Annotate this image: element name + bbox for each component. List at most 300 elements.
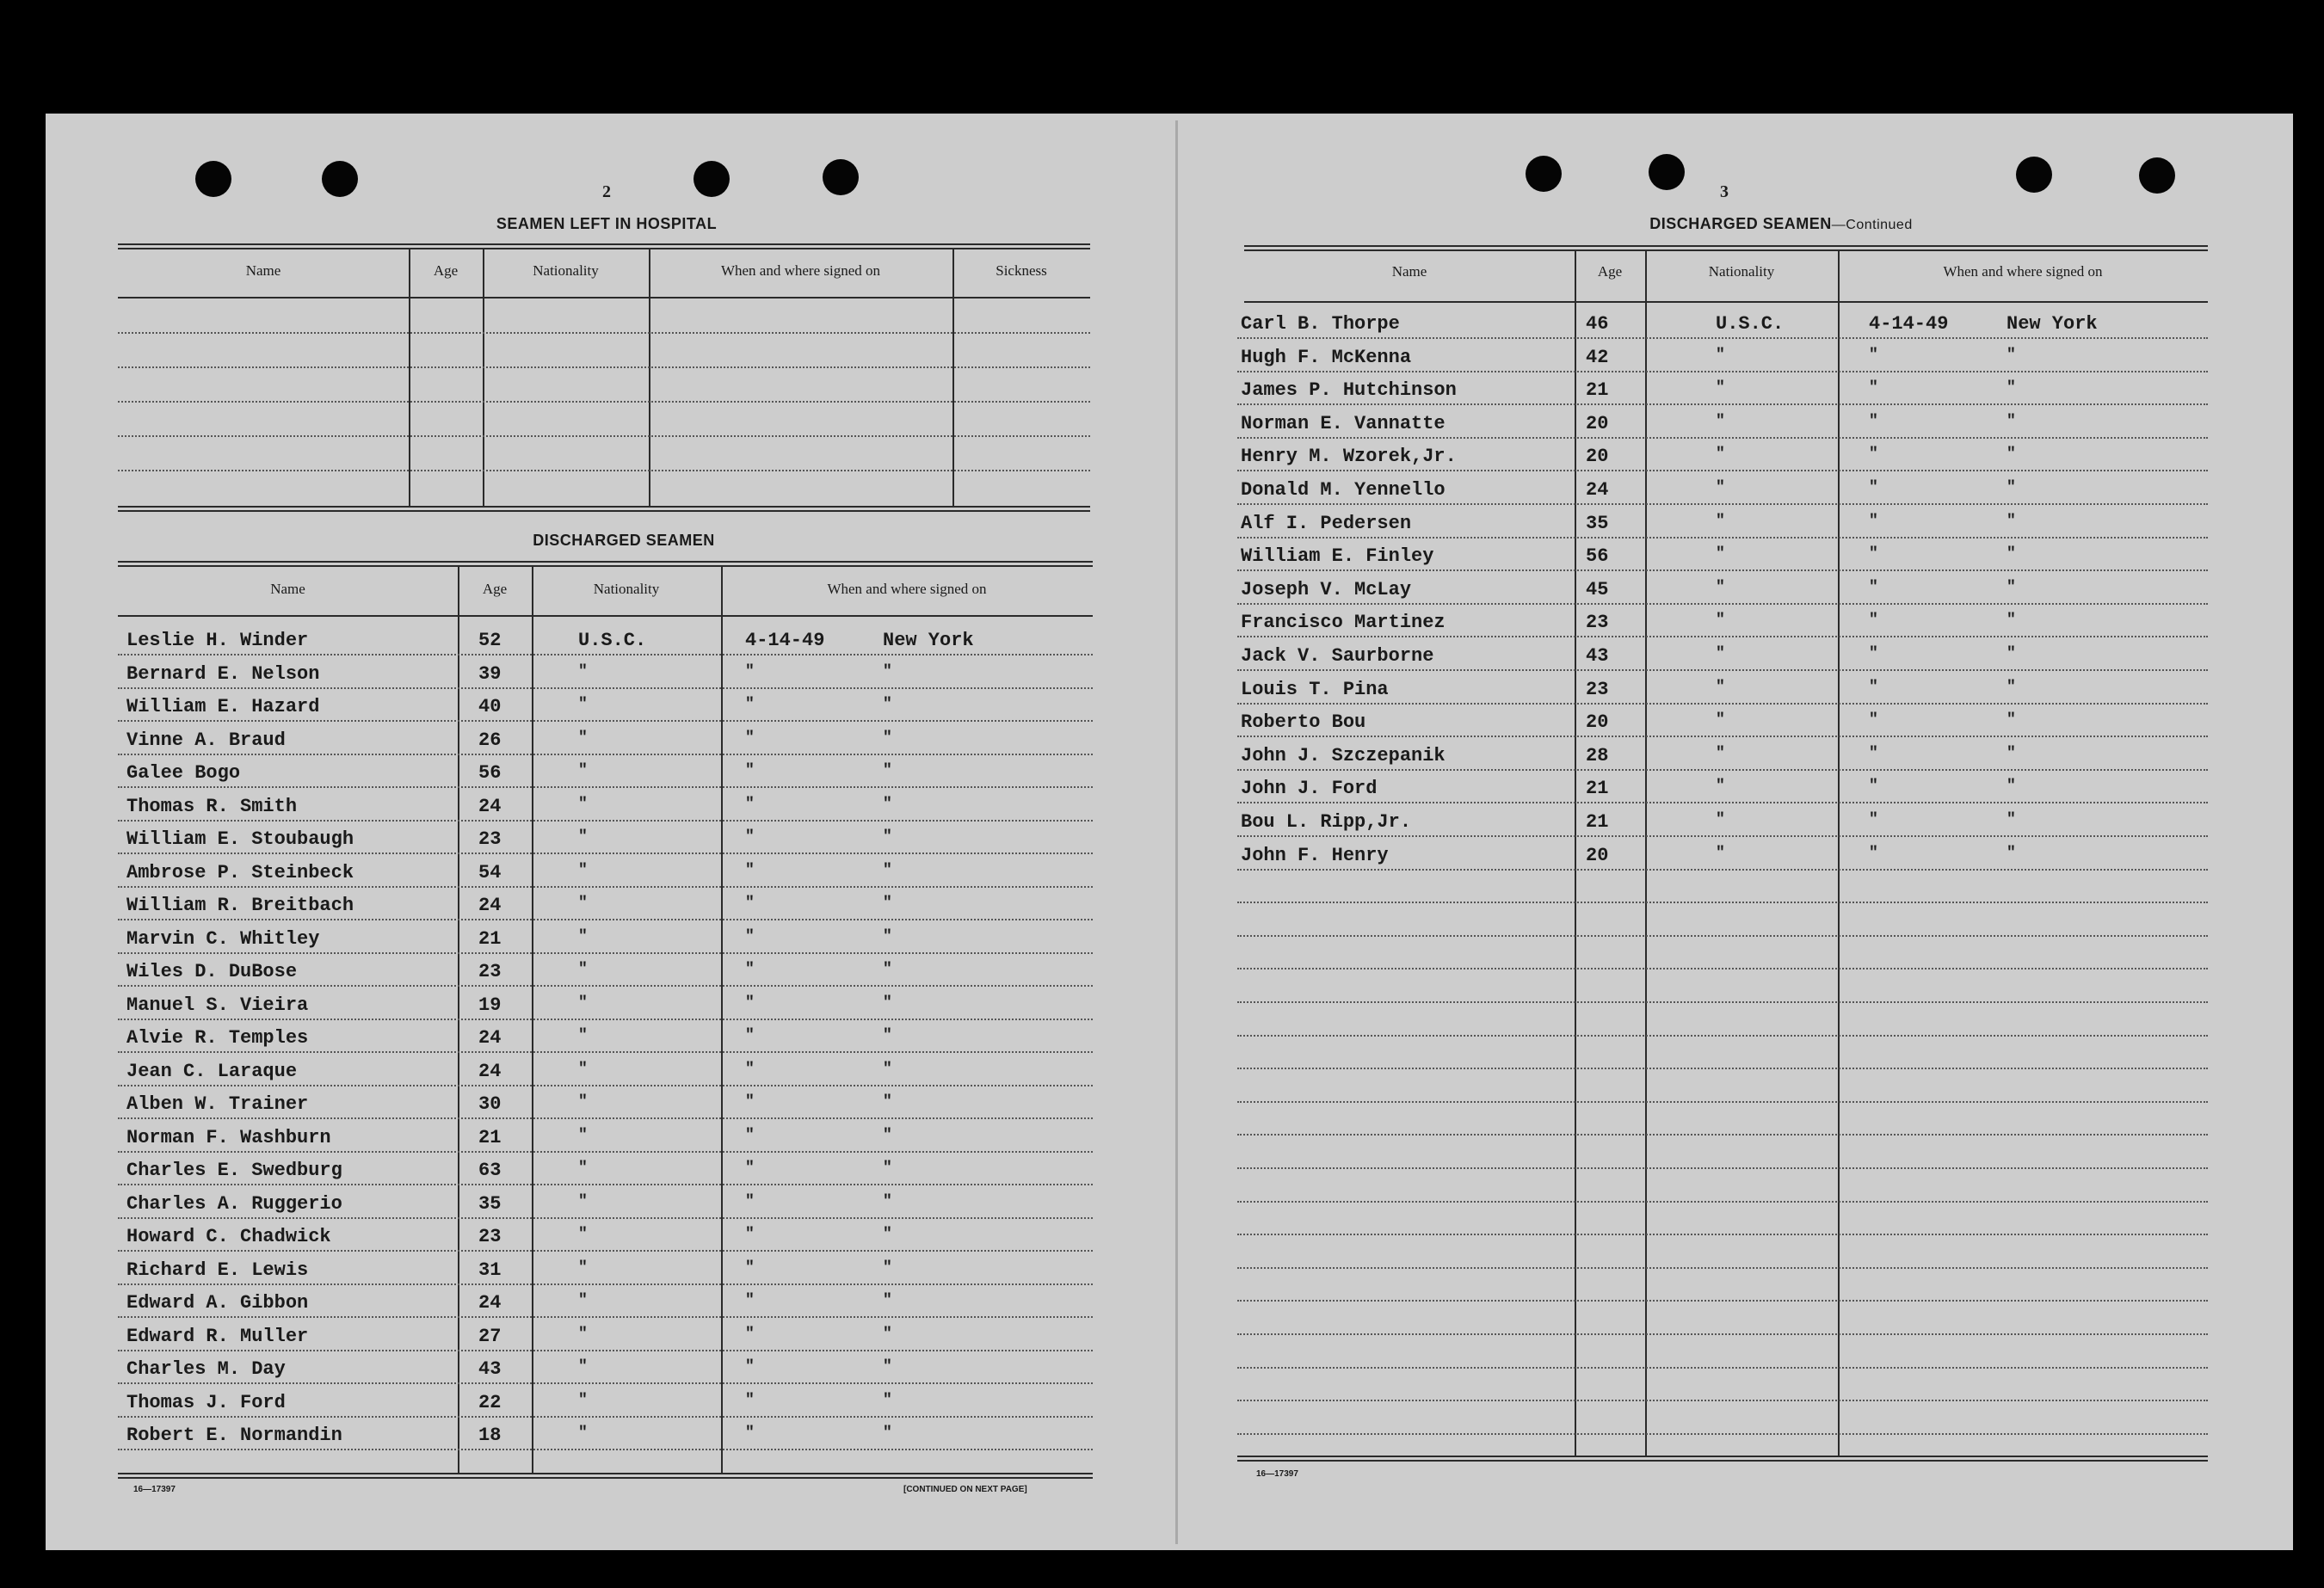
discharged-header-age: Age [482, 581, 508, 597]
row-date: " [1869, 578, 1878, 596]
form-number-left: 16—17397 [133, 1485, 176, 1494]
row-date: " [1869, 446, 1878, 464]
row-place: " [883, 696, 892, 713]
row-nationality: " [1716, 545, 1725, 563]
row-nationality: " [578, 927, 588, 945]
row-age: 24 [478, 895, 502, 916]
row-nationality: " [578, 1358, 588, 1376]
row-date: " [745, 1425, 755, 1442]
right-col-divider [1838, 251, 1840, 1456]
row-line [118, 1250, 1093, 1252]
row-name: James P. Hutchinson [1241, 379, 1457, 402]
row-name: Alvie R. Temples [126, 1027, 309, 1049]
row-place: " [883, 927, 892, 945]
discharged-header-name: Name [270, 581, 305, 597]
row-date: " [1869, 778, 1878, 796]
row-name: Edward A. Gibbon [126, 1292, 309, 1314]
row-date: " [745, 994, 755, 1012]
row-age: 21 [1586, 778, 1609, 800]
row-place: " [883, 1425, 892, 1442]
row-place: " [2007, 778, 2016, 796]
right-header-signed-on: When and where signed on [1943, 263, 2103, 280]
row-place: " [883, 1259, 892, 1277]
row-nationality: " [578, 828, 588, 846]
row-date: " [1869, 346, 1878, 364]
row-name: Joseph V. McLay [1241, 578, 1412, 600]
row-nationality: " [578, 961, 588, 978]
row-nationality: " [578, 1292, 588, 1309]
row-line [118, 1051, 1093, 1053]
hospital-header-name: Name [245, 262, 281, 279]
row-place: " [2007, 744, 2016, 762]
row-nationality: " [1716, 778, 1725, 796]
row-name: Alf I. Pedersen [1241, 512, 1412, 534]
row-name: John J. Szczepanik [1241, 744, 1446, 766]
row-date: " [1869, 379, 1878, 397]
discharged-continued-title-suffix: —Continued [1831, 218, 1913, 232]
row-age: 23 [478, 961, 502, 982]
row-date: " [745, 1325, 755, 1343]
row-line [1237, 1400, 2208, 1401]
page-fold [1175, 120, 1178, 1544]
hospital-header-nationality: Nationality [533, 262, 599, 279]
row-line [1237, 470, 2208, 471]
row-date: " [745, 1160, 755, 1177]
row-name: Vinne A. Braud [126, 729, 286, 751]
row-place: " [2007, 346, 2016, 364]
hospital-col-divider [649, 249, 650, 506]
row-line [118, 919, 1093, 920]
row-nationality: " [578, 994, 588, 1012]
row-line [118, 1449, 1093, 1450]
row-line [118, 687, 1093, 689]
row-place: New York [883, 630, 974, 651]
row-nationality: " [578, 1325, 588, 1343]
hospital-row-line [118, 332, 1090, 334]
row-name: Charles M. Day [126, 1358, 286, 1380]
row-date: " [745, 927, 755, 945]
row-date: " [745, 729, 755, 747]
row-age: 21 [1586, 379, 1609, 402]
row-date: " [745, 1027, 755, 1044]
row-place: " [883, 1358, 892, 1376]
row-date: " [1869, 479, 1878, 496]
row-name: Bou L. Ripp,Jr. [1241, 811, 1412, 833]
hospital-col-divider [483, 249, 484, 506]
row-date: " [1869, 512, 1878, 530]
discharged-continued-title-main: DISCHARGED SEAMEN [1649, 215, 1832, 232]
row-line [1237, 1433, 2208, 1435]
row-line [118, 1283, 1093, 1285]
punch-hole [2016, 157, 2052, 193]
row-age: 26 [478, 729, 502, 751]
row-age: 28 [1586, 744, 1609, 766]
row-place: " [2007, 811, 2016, 828]
row-nationality: " [578, 1192, 588, 1210]
hospital-table-top-rule [118, 243, 1090, 249]
right-table-top-rule [1244, 245, 2208, 251]
row-age: 30 [478, 1093, 502, 1115]
row-date: " [745, 762, 755, 779]
row-name: Edward R. Muller [126, 1325, 309, 1347]
hospital-header-signed-on: When and where signed on [720, 262, 881, 279]
row-age: 22 [478, 1391, 502, 1413]
row-line [1237, 337, 2208, 339]
discharged-continued-title [1523, 215, 2039, 233]
row-date: " [1869, 545, 1878, 563]
row-place: " [883, 1192, 892, 1210]
row-line [1237, 537, 2208, 539]
row-line [1237, 1068, 2208, 1069]
row-nationality: " [578, 1391, 588, 1409]
row-nationality: U.S.C. [578, 630, 647, 651]
row-nationality: " [1716, 479, 1725, 496]
row-line [1237, 371, 2208, 372]
right-header-name: Name [1391, 263, 1427, 280]
row-line [1237, 1201, 2208, 1203]
row-line [1237, 1300, 2208, 1302]
row-place: " [2007, 612, 2016, 630]
row-line [1237, 1134, 2208, 1136]
row-age: 54 [478, 861, 502, 883]
row-line [1237, 403, 2208, 405]
row-age: 23 [478, 1226, 502, 1247]
row-age: 24 [478, 795, 502, 817]
row-nationality: " [578, 1226, 588, 1243]
row-place: " [2007, 844, 2016, 862]
row-name: Roberto Bou [1241, 711, 1366, 734]
row-place: " [883, 1292, 892, 1309]
row-line [1237, 1267, 2208, 1269]
row-line [1237, 437, 2208, 439]
hospital-section-title: SEAMEN LEFT IN HOSPITAL [496, 215, 718, 232]
row-name: Charles E. Swedburg [126, 1160, 342, 1181]
row-nationality: " [1716, 346, 1725, 364]
row-age: 27 [478, 1325, 502, 1347]
discharged-table-bottom-rule [118, 1473, 1093, 1479]
row-line [1237, 1367, 2208, 1369]
discharged-header-nationality: Nationality [593, 581, 660, 597]
hospital-col-divider [952, 249, 954, 506]
row-place: " [883, 895, 892, 912]
row-line [1237, 869, 2208, 871]
punch-hole [1649, 154, 1685, 190]
hospital-row-line [118, 366, 1090, 368]
punch-hole [195, 161, 231, 197]
row-place: " [883, 1126, 892, 1144]
row-place: " [883, 1325, 892, 1343]
row-name: William E. Finley [1241, 545, 1434, 568]
row-age: 21 [478, 927, 502, 950]
continued-note: [CONTINUED ON NEXT PAGE] [903, 1485, 1027, 1494]
row-age: 52 [478, 630, 502, 651]
row-name: Manuel S. Vieira [126, 994, 309, 1016]
row-name: Howard C. Chadwick [126, 1226, 331, 1247]
row-age: 45 [1586, 578, 1609, 600]
row-line [1237, 1001, 2208, 1003]
row-name: Bernard E. Nelson [126, 662, 320, 685]
row-line [118, 852, 1093, 854]
row-line [1237, 703, 2208, 705]
row-name: Galee Bogo [126, 762, 241, 784]
row-place: " [2007, 446, 2016, 464]
row-age: 24 [478, 1060, 502, 1082]
row-age: 23 [478, 828, 502, 850]
row-nationality: " [578, 696, 588, 713]
row-name: Thomas J. Ford [126, 1391, 286, 1413]
hospital-header-age: Age [433, 262, 459, 279]
row-nationality: " [578, 1093, 588, 1111]
punch-hole [823, 159, 859, 195]
row-date: " [745, 1358, 755, 1376]
row-name: Norman F. Washburn [126, 1126, 331, 1148]
row-date: " [745, 795, 755, 813]
row-date: " [745, 1126, 755, 1144]
row-place: " [2007, 379, 2016, 397]
row-age: 39 [478, 662, 502, 685]
row-line [1237, 603, 2208, 605]
right-col-divider [1575, 251, 1576, 1456]
row-place: " [2007, 578, 2016, 596]
row-nationality: " [1716, 578, 1725, 596]
discharged-col-divider [721, 567, 723, 1473]
row-name: Wiles D. DuBose [126, 961, 298, 982]
row-age: 19 [478, 994, 502, 1016]
row-date: " [1869, 811, 1878, 828]
row-age: 56 [1586, 545, 1609, 568]
row-place: " [883, 994, 892, 1012]
row-line [118, 754, 1093, 755]
row-place: " [883, 1391, 892, 1409]
row-nationality: " [578, 1259, 588, 1277]
row-nationality: " [1716, 612, 1725, 630]
hospital-row-line [118, 435, 1090, 437]
row-date: " [745, 828, 755, 846]
row-age: 21 [478, 1126, 502, 1148]
row-place: " [883, 662, 892, 680]
row-nationality: " [578, 861, 588, 879]
row-place: " [883, 1160, 892, 1177]
row-date: " [745, 662, 755, 680]
row-place: " [2007, 479, 2016, 496]
row-date: 4-14-49 [1869, 313, 1949, 335]
row-age: 23 [1586, 612, 1609, 634]
row-line [1237, 1167, 2208, 1169]
row-place: " [883, 828, 892, 846]
row-line [1237, 769, 2208, 771]
row-name: Louis T. Pina [1241, 678, 1389, 700]
row-line [1237, 503, 2208, 505]
row-nationality: " [1716, 512, 1725, 530]
row-age: 20 [1586, 711, 1609, 734]
row-age: 63 [478, 1160, 502, 1181]
row-age: 46 [1586, 313, 1609, 335]
row-place: " [883, 1060, 892, 1078]
hospital-header-sickness: Sickness [996, 262, 1047, 279]
punch-hole [1526, 156, 1562, 192]
row-name: William R. Breitbach [126, 895, 354, 916]
row-date: " [1869, 744, 1878, 762]
row-nationality: " [578, 1027, 588, 1044]
row-name: Ambrose P. Steinbeck [126, 861, 354, 883]
row-nationality: " [578, 729, 588, 747]
row-name: Marvin C. Whitley [126, 927, 320, 950]
row-date: 4-14-49 [745, 630, 825, 651]
form-number-right: 16—17397 [1256, 1469, 1298, 1479]
row-date: " [1869, 645, 1878, 662]
row-line [118, 886, 1093, 888]
row-name: John F. Henry [1241, 844, 1389, 866]
row-line [1237, 636, 2208, 637]
row-date: " [745, 1226, 755, 1243]
row-nationality: " [1716, 379, 1725, 397]
row-nationality: " [578, 895, 588, 912]
row-name: Jean C. Laraque [126, 1060, 298, 1082]
row-line [118, 1151, 1093, 1153]
row-name: John J. Ford [1241, 778, 1378, 800]
row-name: Alben W. Trainer [126, 1093, 309, 1115]
row-line [1237, 968, 2208, 969]
page-number-right: 3 [1720, 182, 1729, 201]
row-line [118, 1382, 1093, 1384]
row-date: " [745, 1391, 755, 1409]
row-name: Donald M. Yennello [1241, 479, 1446, 501]
row-line [1237, 669, 2208, 671]
row-age: 31 [478, 1259, 502, 1281]
page-number-left: 2 [602, 182, 611, 201]
row-date: " [745, 1060, 755, 1078]
row-line [1237, 935, 2208, 937]
row-line [118, 654, 1093, 656]
row-nationality: " [578, 1060, 588, 1078]
discharged-header-signed-on: When and where signed on [827, 581, 987, 597]
hospital-table-header-rule [118, 297, 1090, 299]
row-date: " [745, 895, 755, 912]
row-nationality: " [1716, 412, 1725, 430]
row-date: " [745, 1292, 755, 1309]
row-line [118, 1085, 1093, 1086]
discharged-col-divider [532, 567, 533, 1473]
row-name: Jack V. Saurborne [1241, 645, 1434, 667]
row-line [118, 1416, 1093, 1418]
row-name: William E. Stoubaugh [126, 828, 354, 850]
row-age: 35 [478, 1192, 502, 1215]
row-nationality: " [578, 1126, 588, 1144]
row-age: 43 [478, 1358, 502, 1380]
row-date: " [1869, 412, 1878, 430]
row-date: " [745, 1259, 755, 1277]
row-line [1237, 736, 2208, 737]
row-place: " [883, 1093, 892, 1111]
row-age: 24 [1586, 479, 1609, 501]
row-name: Robert E. Normandin [126, 1425, 342, 1446]
row-age: 20 [1586, 446, 1609, 468]
row-date: " [745, 861, 755, 879]
row-date: " [745, 696, 755, 713]
row-date: " [745, 1192, 755, 1210]
row-nationality: " [1716, 645, 1725, 662]
punch-hole [322, 161, 358, 197]
row-nationality: U.S.C. [1716, 313, 1785, 335]
row-nationality: " [1716, 446, 1725, 464]
row-name: Norman E. Vannatte [1241, 412, 1446, 434]
row-line [1237, 1333, 2208, 1335]
row-line [1237, 1234, 2208, 1235]
row-age: 40 [478, 696, 502, 717]
row-name: Carl B. Thorpe [1241, 313, 1400, 335]
row-age: 20 [1586, 412, 1609, 434]
hospital-col-divider [409, 249, 410, 506]
row-nationality: " [578, 1160, 588, 1177]
row-place: " [2007, 545, 2016, 563]
row-place: " [2007, 678, 2016, 696]
row-place: " [2007, 711, 2016, 729]
row-date: " [1869, 678, 1878, 696]
row-line [118, 1019, 1093, 1020]
row-line [118, 1117, 1093, 1119]
right-header-nationality: Nationality [1708, 263, 1775, 280]
row-place: " [883, 861, 892, 879]
row-nationality: " [1716, 844, 1725, 862]
row-age: 23 [1586, 678, 1609, 700]
row-nationality: " [578, 662, 588, 680]
row-name: Leslie H. Winder [126, 630, 309, 651]
row-nationality: " [1716, 711, 1725, 729]
row-date: " [1869, 844, 1878, 862]
row-place: " [883, 795, 892, 813]
row-name: Thomas R. Smith [126, 795, 298, 817]
row-place: " [883, 1027, 892, 1044]
row-line [118, 952, 1093, 954]
row-name: Charles A. Ruggerio [126, 1192, 342, 1215]
row-date: " [745, 961, 755, 978]
hospital-row-line [118, 401, 1090, 403]
row-place: " [883, 961, 892, 978]
row-place: " [2007, 645, 2016, 662]
row-date: " [745, 1093, 755, 1111]
row-line [118, 985, 1093, 987]
row-age: 20 [1586, 844, 1609, 866]
row-age: 18 [478, 1425, 502, 1446]
row-line [1237, 902, 2208, 903]
row-age: 56 [478, 762, 502, 784]
row-nationality: " [1716, 811, 1725, 828]
discharged-section-title: DISCHARGED SEAMEN [533, 532, 715, 549]
row-nationality: " [1716, 678, 1725, 696]
row-line [118, 786, 1093, 788]
right-col-divider [1645, 251, 1647, 1456]
row-name: Richard E. Lewis [126, 1259, 309, 1281]
row-name: Francisco Martinez [1241, 612, 1446, 634]
row-name: Henry M. Wzorek,Jr. [1241, 446, 1457, 468]
row-name: Hugh F. McKenna [1241, 346, 1412, 368]
row-age: 21 [1586, 811, 1609, 833]
row-age: 24 [478, 1027, 502, 1049]
row-nationality: " [1716, 744, 1725, 762]
row-place: " [2007, 412, 2016, 430]
row-place: New York [2007, 313, 2098, 335]
row-line [1237, 569, 2208, 571]
hospital-row-line [118, 470, 1090, 471]
row-age: 43 [1586, 645, 1609, 667]
row-line [1237, 835, 2208, 837]
discharged-col-divider [458, 567, 459, 1473]
row-place: " [883, 729, 892, 747]
row-line [1237, 1035, 2208, 1037]
discharged-table-top-rule [118, 561, 1093, 567]
row-line [118, 820, 1093, 822]
row-age: 24 [478, 1292, 502, 1314]
